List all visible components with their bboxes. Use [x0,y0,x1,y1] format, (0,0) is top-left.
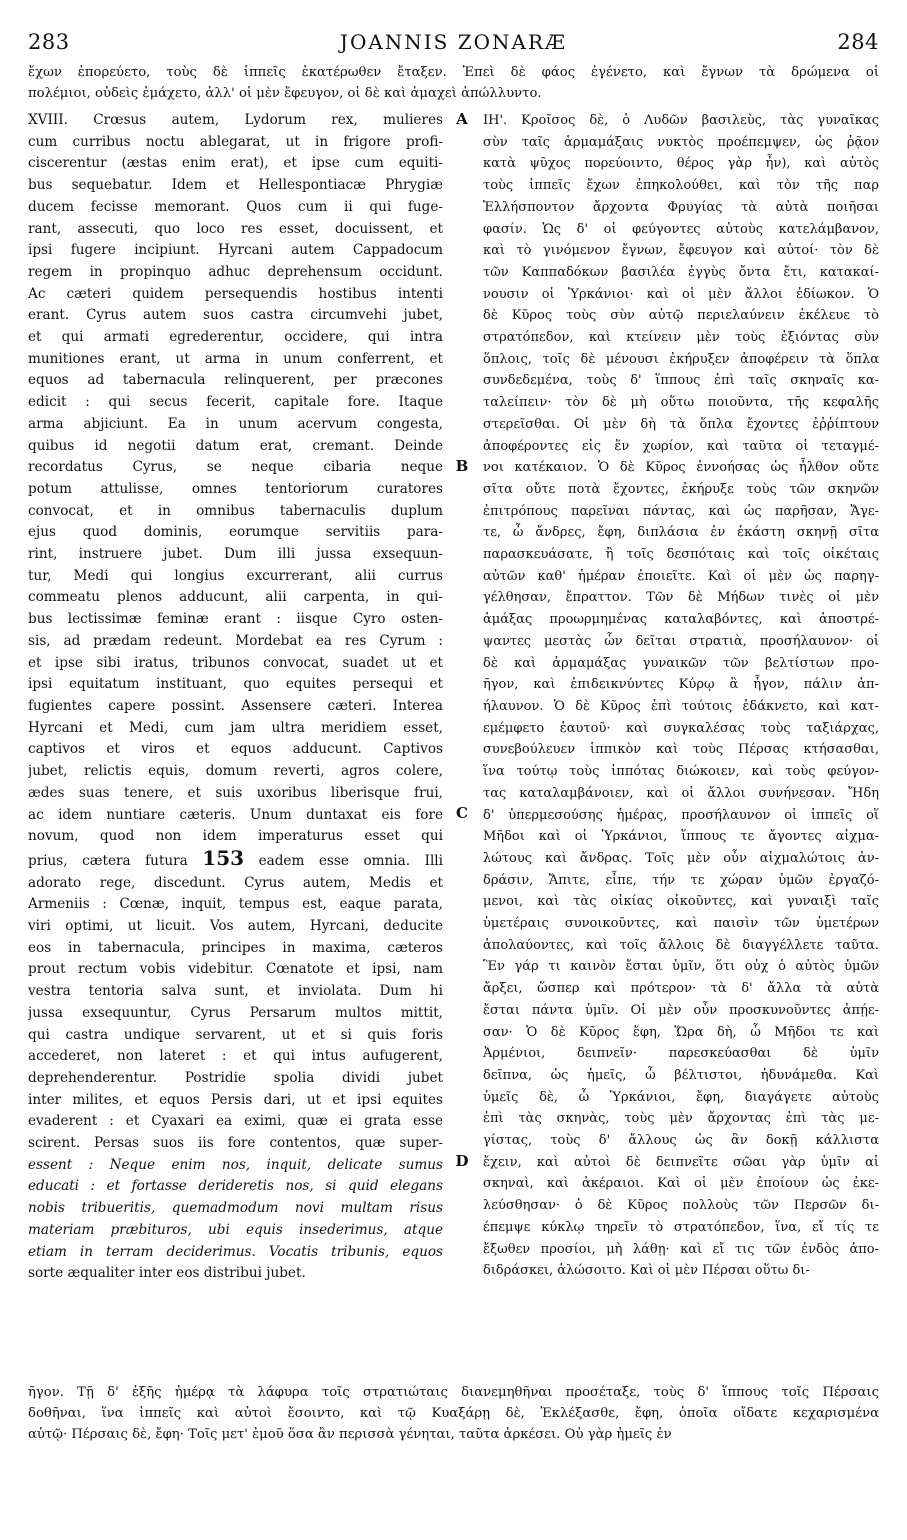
text-line: ἐπὶ τὰς σκηνὰς, τοὺς μὲν ἄρχοντας ἐπὶ τὰς με- [483,1111,879,1127]
text-line: eos in tabernacula, principes in maxima, cæteros [28,939,443,956]
text-line: prius, cætera futura 153 eadem esse omnia. Illi [28,847,443,870]
text-line: στερεῖσθαι. Οἱ μὲν δὴ τὰ ὅπλα ἔχοντες ἐῤῥίπτουν [483,416,879,432]
text-line: scirent. Persas suos iis fore contentos, quæ super- [28,1135,443,1152]
text-line: μενοι, καὶ τὰς οἰκίας οἰκοῦντες, καὶ γυναιξὶ ταῖς [483,894,879,910]
text-line: ἔχειν, καὶ αὐτοὶ δὲ δειπνεῖτε σῶαι γὰρ ὑμῖν αἱ [483,1154,879,1170]
text-line: συνεβούλευεν ἱππικὸν καὶ τοὺς Πέρσας κτήσασθαι, [483,742,879,758]
text-line: εμέμφετο ἑαυτοῦ· καὶ συγκαλέσας τοὺς ταξιάρχας, [483,720,879,736]
inline-page-marker: 153 [202,847,245,870]
text-line: deprehenderentur. Postridie spolia dividi jubet [28,1069,443,1086]
text-line: convocat, et in omnibus tabernaculis duplum [28,502,443,519]
text-line: σαν· Ὁ δὲ Κῦρος ἔφη, Ὥρα δὴ, ὦ Μῆδοι τε καὶ [483,1024,879,1040]
text-line: παρασκευάσατε, ἢ τοῖς δεσπόταις καὶ τοῖς οἰκέταις [483,547,879,563]
text-line: novum, quod non idem imperaturus esset qui [28,828,443,845]
page-number-left: 283 [28,30,70,54]
text-line: accederet, non lateret : et qui intus aufugerent, [28,1048,443,1065]
text-line: σὺν ταῖς ἁρμαμάξαις νυκτὸς προέπεμψεν, ὡς ῥᾷον [483,134,879,150]
text-line: καὶ τὸ γινόμενον ἔγνων, ἔφευγον καὶ αὐτοί· τὸν δὲ [483,243,879,259]
text-line: διδράσκει, ἁλώσοιτο. Καὶ οἱ μὲν Πέρσαι οὕτω δι- [483,1263,810,1279]
text-line: tur, Medi qui longius excurrerant, alii currus [28,567,443,584]
text-line: rant, assecuti, quo loco res esset, docuissent, et [28,220,443,237]
text-line: erant. Cyrus autem suos castra circumvehi jubet, [28,307,443,324]
text-line: ταλείπειν· τὸν δὲ μὴ οὕτω ποιοῦντα, τῆς κεφαλῆς [483,395,879,411]
text-line: captivos et viros et equos adducunt. Captivos [28,741,443,758]
latin-column [28,110,443,1285]
text-line: viri optimi, ut licuit. Vos autem, Hyrcani, deducite [28,918,443,935]
margin-letter-c: C [456,804,468,822]
text-line: prout rectum vobis videbitur. Cœnatote et ipsi, nam [28,961,443,978]
text-line: regem in propinquo adhuc deprehensum occidunt. [28,263,443,280]
text-line: ἀποφέροντες εἰς ἕν χωρίον, καὶ ταῦτα οἱ τεταγμέ- [483,438,879,454]
text-line: σκηναὶ, καὶ ἀκέραιοι. Καὶ οἱ μὲν ἐποίουν ὡς ἐκε- [483,1176,879,1192]
text-line: σῖτα οὔτε ποτὰ ἔχοντες, ἐκήρυξε τοὺς τῶν σκηνῶν [483,481,879,497]
text-line: ήλαυνον. Ὁ δὲ Κῦρος ἐπὶ τούτοις ἐδάκνετο, καὶ κατ- [483,698,879,714]
text-line: έπεμψε κύκλῳ τηρεῖν τὸ στρατόπεδον, ἵνα, εἴ τίς τε [483,1219,879,1235]
text-line: nobis tribueritis, quemadmodum novi multam risus [28,1200,443,1217]
text-line: commeatu plenos adducunt, alii carpenta, in qui- [28,589,443,606]
text-line: ἔχων ἐπορεύετο, τοὺς δὲ ἱππεῖς ἑκατέρωθεν ἔταξεν. Ἐπεὶ δὲ φάος ἐγένετο, καὶ ἔγνων τὰ δρώμενα οἱ [28,65,879,80]
text-line: στρατόπεδον, καὶ κτείνειν μὲν τοὺς ἐξιόντας σὺν [483,330,879,346]
text-line: Ac cæteri quidem persequendis hostibus intenti [28,285,443,302]
text-line: Ἓν γάρ τι καινὸν ἔσται ὑμῖν, ὅτι οὐχ ὁ αὐτὸς ὑμῶν [483,959,879,975]
text-line: vestra tentoria salva sunt, et inviolata. Dum hi [28,983,443,1000]
text-line: λεύσθησαν· ὁ δὲ Κῦρος πολλοὺς τῶν Περσῶν δι- [483,1198,879,1214]
text-line: γίστας, τοὺς δ' ἄλλους ὡς ἂν δοκῇ κάλλιστα [483,1133,879,1149]
text-line: ἀπολαύοντες, καὶ τοῖς ἄλλοις δὲ διαγγέλλετε ταῦτα. [483,937,879,953]
text-line: quibus id negotii datum erat, cremant. Deinde [28,437,443,454]
text-line: δράσιν, Ἄπιτε, εἶπε, τήν τε χώραν ὑμῶν ἐργαζό- [483,872,879,888]
text-line: ipsi equitatum instituant, quo equites persequi et [28,676,443,693]
text-line: cum curribus noctu ablegarat, ut in frigore profi- [28,133,443,150]
text-line: etiam in terram deciderimus. Vocatis tribunis, equos [28,1243,443,1260]
margin-letter-a: A [456,110,468,128]
text-line: ducem fecisse memorant. Quos cum ii qui fuge- [28,198,443,215]
text-line: δ' ὑπερμεσούσης ἡμέρας, προσήλαυνον οἱ ἱππεῖς οἵ [483,807,879,823]
page-header [28,30,879,60]
text-line: ὑμεῖς δὲ, ὦ Ὑρκάνιοι, ἔφη, διαγάγετε αὐτοὺς [483,1089,879,1105]
text-line: πολέμιοι, οὐδεὶς ἐμάχετο, ἀλλ' οἱ μὲν ἔφευγον, οἱ δὲ καὶ ἀμαχεὶ ἀπώλλυντο. [28,86,542,101]
text-line: bus lectissimæ feminæ erant : iisque Cyro osten- [28,611,443,628]
text-line: jubet, relictis equis, domum reverti, agros colere, [28,763,443,780]
text-line: δοθῆναι, ἵνα ἱππεῖς καὶ αὐτοὶ ἔσοιντο, καὶ τῷ Κυαξάρῃ δὲ, Ἐκλέξασθε, ἔφη, ὁποῖα οἴδατε κεχαρισμένα [28,1406,879,1421]
text-line: ac idem nuntiare cæteris. Unum duntaxat eis fore [28,806,443,823]
text-line: τε, ὦ ἄνδρες, ἔφη, διπλάσια ἐν ἑκάστη σκηνῇ σῖτα [483,525,879,541]
text-line: κατὰ ψῦχος πορεύοιντο, θέρος γὰρ ἦν), καὶ αὐτὸς [483,156,879,172]
text-line: συνδεδεμένα, τοὺς δ' ἵππους ἐπὶ ταῖς σκηναῖς κα- [483,373,879,389]
bottom-greek-lines [28,1382,879,1445]
text-line: arma abjiciunt. Ea in unum acervum congesta, [28,415,443,432]
text-line: ῆγον. Τῇ δ' ἑξῆς ἡμέρᾳ τὰ λάφυρα τοῖς στρατιώταις διανεμηθῆναι προσέταξε, τοὺς δ' ἵππους τοῖς Πέρσαις [28,1385,879,1400]
text-line: edicit : qui secus fecerit, capitale fore. Itaque [28,394,443,411]
text-line: ἄρξει, ὥσπερ καὶ πρότερον· τὰ δ' ἄλλα τὰ αὐτὰ [483,981,879,997]
text-line: ejus quod dominis, eorumque servitiis para- [28,524,443,541]
text-line: et ipse sibi iratus, tribunos convocat, suadet ut et [28,654,443,671]
text-line: essent : Neque enim nos, inquit, delicate sumus [28,1156,443,1173]
text-line: ψαντες μεστὰς ὧν δεῖται στρατιὰ, προσήλαυνον· οἱ [483,633,879,649]
two-column-body [28,110,879,1380]
text-line: et qui armati egrederentur, occidere, qui intra [28,329,443,346]
text-line: evaderent : et Cyaxari ea eximi, quæ ei grata esse [28,1113,443,1130]
text-line: Ἑλλήσποντον ἄρχοντα Φρυγίας τὰ αὐτὰ ποιῆσαι [483,199,879,215]
text-line: inter milites, et equos Persis dari, ut et ipsi equites [28,1091,443,1108]
text-line: potum attulisse, omnes tentoriorum curatores [28,480,443,497]
text-line: ῆγον, καὶ ἐπιδεικνύντες Κύρῳ ἃ ἦγον, πάλιν ἀπ- [483,677,879,693]
greek-column [483,110,879,1282]
margin-letter-b: B [455,457,469,475]
text-line: δεῖπνα, ὡς ἡμεῖς, ὦ βέλτιστοι, ἠδυνάμεθα. Καὶ [483,1067,879,1083]
text-line: νοι κατέκαιον. Ὁ δὲ Κῦρος ἐννοήσας ὡς ἦλθον οὔτε [483,460,879,476]
text-line: ἁμάξας προωρμημένας καταλαβόντες, καὶ ἀποστρέ- [483,612,879,628]
text-line: ἔξωθεν προσίοι, μὴ λάθῃ· καὶ εἴ τις τῶν ἐνδὸς ἀπο- [483,1241,879,1257]
text-line: ὅπλοις, τοῖς δὲ μένουσι ἐκήρυξεν ἀποφέρειν τὰ ὅπλα [483,351,879,367]
top-greek-lines [28,62,879,104]
text-line: fugientes capere possint. Assensere cæteri. Interea [28,697,443,714]
text-line: recordatus Cyrus, se neque cibaria neque [28,459,443,476]
text-line: ipsi fugere incipiunt. Hyrcani autem Cappadocum [28,242,443,259]
text-line: qui castra undique servarent, ut et si quis foris [28,1026,443,1043]
text-line: αὐτῷ· Πέρσαις δὲ, ἔφη· Τοῖς μετ' ἐμοῦ ὅσα ἂν περισσὰ γένηται, ταῦτα ἀρκέσει. Οὐ γὰρ ἡμεῖς ἐν [28,1427,672,1442]
text-line: materiam præbituros, ubi equis insederimus, atque [28,1221,443,1238]
text-line: bus sequebatur. Idem et Hellespontiacæ Phrygiæ [28,177,443,194]
text-line: φασίν. Ὡς δ' οἱ φεύγοντες αὐτοὺς κατελάμβανον, [483,221,879,237]
text-line: rint, instruere jubet. Dum illi jussa exsequun- [28,546,443,563]
text-line: δὲ Κῦρος τοὺς σὺν αὐτῷ περιελαύνειν ἐκέλευε τὸ [483,308,879,324]
text-line: γέλθησαν, ἔπραττον. Τῶν δὲ Μήδων τινὲς οἱ μὲν [483,590,879,606]
text-line: jussa exsequuntur, Cyrus Persarum multos mittit, [28,1004,443,1021]
text-line: Hyrcani et Medi, cum jam ultra meridiem esset, [28,719,443,736]
text-line: munitiones erant, ut arma in unum conferrent, et [28,350,443,367]
page-number-right: 284 [837,30,879,54]
text-line: τοὺς ἱππεῖς ἔχων ἐπηκολούθει, καὶ τὸν τῆς παρ [483,178,879,194]
text-line: ἵνα τούτῳ τοὺς ἱππότας διώκοιεν, καὶ τοὺς φεύγον- [483,764,879,780]
text-line: Μῆδοι καὶ οἱ Ὑρκάνιοι, ἵππους τε ἄγοντες αἰχμα- [483,829,879,845]
text-line: τῶν Καππαδόκων βασιλέα ἐγγὺς ὄντα ἔτι, κατακαί- [483,264,879,280]
text-line: λώτους καὶ ἄνδρας. Τοῖς μὲν οὖν αἰχμαλώτοις ἀν- [483,850,879,866]
text-line: sis, ad prædam redeunt. Mordebat ea res Cyrum : [28,632,443,649]
text-line: ciscerentur (æstas enim erat), et ipse cum equiti- [28,155,443,172]
text-line: sorte æqualiter inter eos distribui jubet. [28,1265,306,1282]
text-line: ἐπιτρόπους παρεῖναι πάντας, καὶ ὡς παρῆσαν, Ἄγε- [483,503,879,519]
text-line: Armeniis : Cœnæ, inquit, tempus est, eaque parata, [28,896,443,913]
text-line: adorato rege, discedunt. Cyrus autem, Medis et [28,874,443,891]
text-line: Ἀρμένιοι, δειπνεῖν· παρεσκεύασθαι δὲ ὑμῖν [483,1046,879,1062]
text-line: δὲ καὶ ἁρμαμάξας γυναικῶν τῶν βελτίστων προ- [483,655,879,671]
text-line: ædes suas tenere, et suis uxoribus liberisque frui, [28,784,443,801]
running-title: JOANNIS ZONARÆ [339,30,568,54]
text-line: educati : et fortasse derideretis nos, si quid elegans [28,1178,443,1195]
text-line: equos ad tabernacula relinquerent, per præcones [28,372,443,389]
text-line: ΙΗ'. Κροῖσος δὲ, ὁ Λυδῶν βασιλεὺς, τὰς γυναῖκας [483,113,879,128]
text-line: τας καταλαμβάνοιεν, καὶ οἱ ἄλλοι συνήνεσαν. Ἤδη [483,785,879,801]
text-line: ὑμετέραις συνοικοῦντες, καὶ παισὶν τῶν ὑμετέρων [483,916,879,932]
margin-letter-d: D [455,1152,469,1170]
text-line: αὐτῶν καθ' ἡμέραν ἐποιεῖτε. Καὶ οἱ μὲν ὡς παρηγ- [483,568,879,584]
text-line: ἔσται πάντα ὑμῖν. Οἱ μὲν οὖν προσκυνοῦντες ἀπῄε- [483,1002,879,1018]
text-line: νουσιν οἱ Ὑρκάνιοι· καὶ οἱ μὲν ἄλλοι ἐδίωκον. Ὁ [483,286,879,302]
text-line: XVIII. Crœsus autem, Lydorum rex, mulieres [28,112,443,128]
